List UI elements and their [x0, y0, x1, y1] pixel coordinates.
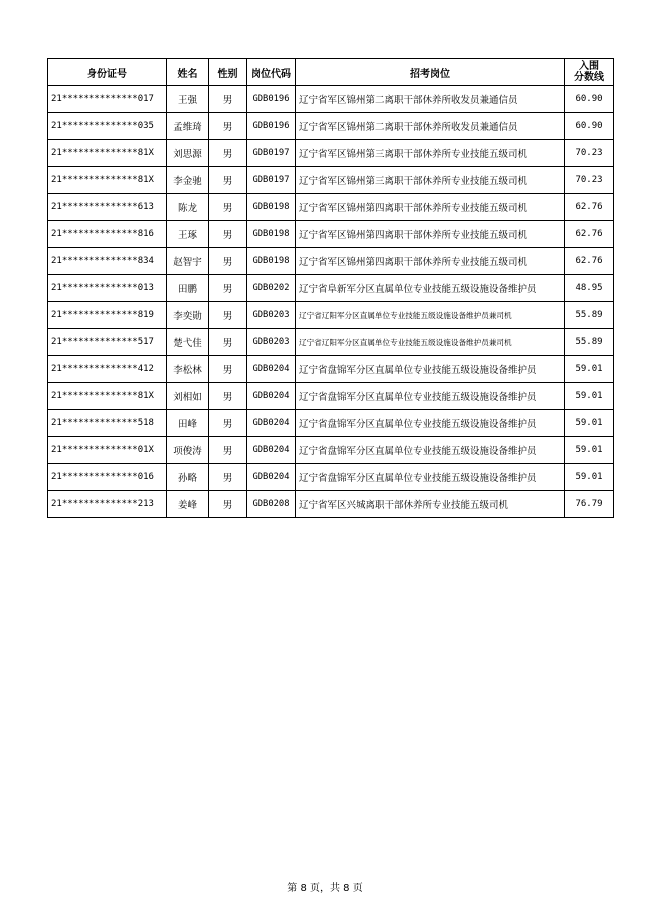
header-code: 岗位代码	[247, 59, 296, 86]
header-score-line1: 入围	[579, 61, 599, 72]
cell-gender: 男	[209, 275, 247, 302]
cell-id: 21**************518	[48, 410, 167, 437]
table-row	[48, 140, 614, 167]
header-id: 身份证号	[48, 59, 167, 86]
cell-code: GDB0204	[247, 464, 296, 491]
cell-gender: 男	[209, 194, 247, 221]
cell-id: 21**************819	[48, 302, 167, 329]
results-table-container	[47, 58, 614, 518]
table-row	[48, 86, 614, 113]
cell-score: 55.89	[565, 329, 614, 356]
cell-id: 21**************517	[48, 329, 167, 356]
table-header-row	[48, 59, 614, 86]
cell-post: 辽宁省军区锦州第四离职干部休养所专业技能五级司机	[296, 248, 565, 275]
cell-gender: 男	[209, 383, 247, 410]
cell-id: 21**************213	[48, 491, 167, 518]
cell-name: 刘相如	[167, 383, 209, 410]
cell-name: 王强	[167, 86, 209, 113]
cell-id: 21**************81X	[48, 167, 167, 194]
cell-post: 辽宁省盘锦军分区直属单位专业技能五级设施设备维护员	[296, 383, 565, 410]
cell-code: GDB0197	[247, 140, 296, 167]
cell-score: 59.01	[565, 383, 614, 410]
cell-post: 辽宁省军区锦州第四离职干部休养所专业技能五级司机	[296, 194, 565, 221]
cell-gender: 男	[209, 356, 247, 383]
cell-code: GDB0197	[247, 167, 296, 194]
cell-gender: 男	[209, 221, 247, 248]
cell-post: 辽宁省军区锦州第三离职干部休养所专业技能五级司机	[296, 140, 565, 167]
cell-name: 孙略	[167, 464, 209, 491]
cell-code: GDB0204	[247, 410, 296, 437]
cell-post: 辽宁省辽阳军分区直属单位专业技能五级设施设备维护员兼司机	[296, 302, 565, 329]
table-row	[48, 491, 614, 518]
cell-id: 21**************035	[48, 113, 167, 140]
table-row	[48, 383, 614, 410]
cell-post: 辽宁省军区锦州第二离职干部休养所收发员兼通信员	[296, 113, 565, 140]
cell-id: 21**************013	[48, 275, 167, 302]
results-table	[47, 58, 614, 518]
cell-id: 21**************017	[48, 86, 167, 113]
cell-gender: 男	[209, 302, 247, 329]
cell-score: 48.95	[565, 275, 614, 302]
cell-gender: 男	[209, 248, 247, 275]
cell-post: 辽宁省军区锦州第二离职干部休养所收发员兼通信员	[296, 86, 565, 113]
cell-code: GDB0198	[247, 194, 296, 221]
table-row	[48, 221, 614, 248]
cell-score: 62.76	[565, 248, 614, 275]
page-footer: 第 8 页，共 8 页	[287, 883, 363, 894]
cell-name: 田鹏	[167, 275, 209, 302]
cell-name: 王琢	[167, 221, 209, 248]
cell-post: 辽宁省盘锦军分区直属单位专业技能五级设施设备维护员	[296, 437, 565, 464]
cell-id: 21**************412	[48, 356, 167, 383]
cell-gender: 男	[209, 86, 247, 113]
cell-code: GDB0204	[247, 356, 296, 383]
cell-code: GDB0204	[247, 383, 296, 410]
cell-score: 60.90	[565, 113, 614, 140]
cell-post: 辽宁省盘锦军分区直属单位专业技能五级设施设备维护员	[296, 410, 565, 437]
cell-score: 59.01	[565, 464, 614, 491]
cell-name: 赵智宇	[167, 248, 209, 275]
cell-name: 楚弋佳	[167, 329, 209, 356]
cell-code: GDB0208	[247, 491, 296, 518]
cell-gender: 男	[209, 329, 247, 356]
table-row	[48, 113, 614, 140]
header-post: 招考岗位	[296, 59, 565, 86]
cell-name: 田峰	[167, 410, 209, 437]
cell-id: 21**************613	[48, 194, 167, 221]
table-row	[48, 410, 614, 437]
table-body	[48, 86, 614, 518]
cell-gender: 男	[209, 167, 247, 194]
cell-id: 21**************81X	[48, 383, 167, 410]
header-name: 姓名	[167, 59, 209, 86]
cell-code: GDB0196	[247, 86, 296, 113]
cell-post: 辽宁省阜新军分区直属单位专业技能五级设施设备维护员	[296, 275, 565, 302]
cell-code: GDB0196	[247, 113, 296, 140]
cell-score: 62.76	[565, 221, 614, 248]
cell-name: 李奕勋	[167, 302, 209, 329]
cell-id: 21**************81X	[48, 140, 167, 167]
cell-score: 59.01	[565, 356, 614, 383]
cell-name: 项俊涛	[167, 437, 209, 464]
cell-score: 59.01	[565, 410, 614, 437]
header-score	[565, 59, 614, 86]
cell-score: 55.89	[565, 302, 614, 329]
cell-code: GDB0198	[247, 221, 296, 248]
table-row	[48, 329, 614, 356]
table-row	[48, 464, 614, 491]
cell-score: 76.79	[565, 491, 614, 518]
cell-name: 陈龙	[167, 194, 209, 221]
cell-gender: 男	[209, 140, 247, 167]
cell-code: GDB0204	[247, 437, 296, 464]
cell-gender: 男	[209, 464, 247, 491]
cell-gender: 男	[209, 491, 247, 518]
cell-score: 59.01	[565, 437, 614, 464]
cell-post: 辽宁省军区锦州第四离职干部休养所专业技能五级司机	[296, 221, 565, 248]
cell-code: GDB0203	[247, 329, 296, 356]
cell-code: GDB0198	[247, 248, 296, 275]
cell-name: 姜峰	[167, 491, 209, 518]
table-row	[48, 356, 614, 383]
cell-post: 辽宁省盘锦军分区直属单位专业技能五级设施设备维护员	[296, 464, 565, 491]
cell-gender: 男	[209, 113, 247, 140]
table-row	[48, 248, 614, 275]
cell-code: GDB0202	[247, 275, 296, 302]
header-gender: 性别	[209, 59, 247, 86]
table-row	[48, 167, 614, 194]
cell-score: 62.76	[565, 194, 614, 221]
cell-post: 辽宁省军区锦州第三离职干部休养所专业技能五级司机	[296, 167, 565, 194]
cell-score: 60.90	[565, 86, 614, 113]
table-row	[48, 194, 614, 221]
cell-name: 刘思源	[167, 140, 209, 167]
cell-id: 21**************834	[48, 248, 167, 275]
cell-post: 辽宁省辽阳军分区直属单位专业技能五级设施设备维护员兼司机	[296, 329, 565, 356]
cell-id: 21**************816	[48, 221, 167, 248]
cell-post: 辽宁省军区兴城离职干部休养所专业技能五级司机	[296, 491, 565, 518]
cell-code: GDB0203	[247, 302, 296, 329]
cell-name: 孟维琦	[167, 113, 209, 140]
cell-gender: 男	[209, 410, 247, 437]
cell-post: 辽宁省盘锦军分区直属单位专业技能五级设施设备维护员	[296, 356, 565, 383]
table-row	[48, 437, 614, 464]
cell-name: 李松林	[167, 356, 209, 383]
cell-id: 21**************016	[48, 464, 167, 491]
cell-gender: 男	[209, 437, 247, 464]
cell-score: 70.23	[565, 140, 614, 167]
table-row	[48, 275, 614, 302]
cell-name: 李金驰	[167, 167, 209, 194]
cell-id: 21**************01X	[48, 437, 167, 464]
header-score-line2: 分数线	[574, 72, 604, 83]
table-row	[48, 302, 614, 329]
cell-score: 70.23	[565, 167, 614, 194]
